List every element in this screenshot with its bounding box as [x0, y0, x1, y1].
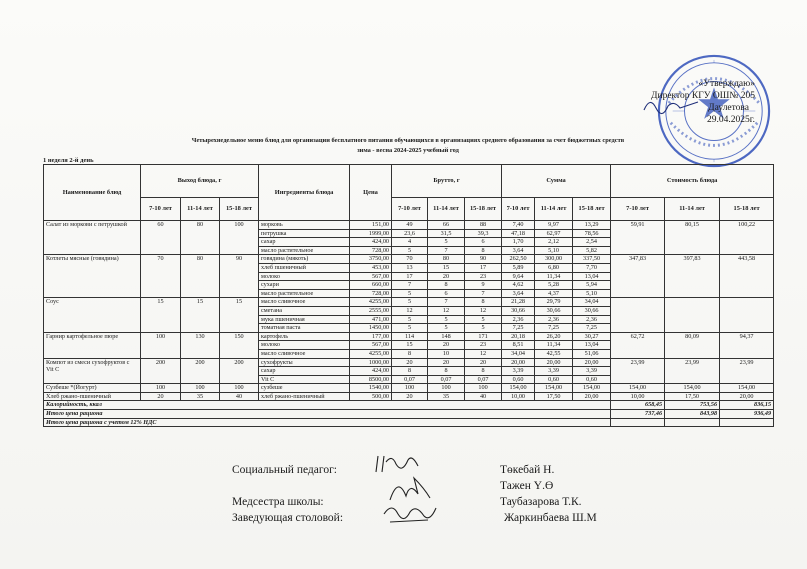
- dish-name-cell: Сузбеше *(Йогурт): [44, 384, 141, 393]
- sum-cell: 20,00: [535, 358, 573, 367]
- header-age: 7-10 лет: [392, 198, 428, 221]
- brutto-cell: 8: [392, 367, 428, 376]
- price-cell: 728,00: [350, 289, 392, 298]
- dish-cost-cell: 100,22: [720, 221, 774, 255]
- price-cell: 471,00: [350, 315, 392, 324]
- price-cell: 500,00: [350, 392, 392, 401]
- totals-value: [720, 418, 774, 427]
- output-cell: 100: [141, 332, 181, 358]
- sum-cell: 26,20: [535, 332, 573, 341]
- price-cell: 1540,00: [350, 384, 392, 393]
- sum-cell: 30,66: [502, 306, 535, 315]
- totals-value: 753,56: [665, 401, 720, 410]
- title-line-2: зима - весна 2024-2025 учебный год: [357, 147, 459, 154]
- brutto-cell: 5: [465, 324, 502, 333]
- approval-line-2: Директор КГУ ОШ№ 205: [651, 91, 755, 101]
- brutto-cell: 5: [392, 324, 428, 333]
- sum-cell: 3,39: [573, 367, 611, 376]
- brutto-cell: 40: [465, 392, 502, 401]
- price-cell: 453,00: [350, 263, 392, 272]
- header-age: 7-10 лет: [611, 198, 665, 221]
- brutto-cell: 7: [465, 289, 502, 298]
- dish-cost-cell: 10,00: [611, 392, 665, 401]
- header-age: 15-18 лет: [220, 198, 259, 221]
- ingredient-cell: сахар: [259, 367, 350, 376]
- price-cell: 177,00: [350, 332, 392, 341]
- brutto-cell: 5: [392, 315, 428, 324]
- header-age: 15-18 лет: [573, 198, 611, 221]
- sum-cell: 78,56: [573, 229, 611, 238]
- price-cell: 424,00: [350, 238, 392, 247]
- sum-cell: 62,97: [535, 229, 573, 238]
- brutto-cell: 7: [392, 281, 428, 290]
- table-row: [44, 221, 774, 230]
- sum-cell: 17,50: [535, 392, 573, 401]
- price-cell: 567,00: [350, 272, 392, 281]
- sum-cell: 3,39: [535, 367, 573, 376]
- totals-value: 843,98: [665, 410, 720, 419]
- totals-label: Калорийность, ккал: [44, 401, 611, 410]
- brutto-cell: 8: [465, 367, 502, 376]
- dish-cost-cell: 23,99: [720, 358, 774, 384]
- brutto-cell: 9: [465, 281, 502, 290]
- ingredient-cell: молоко: [259, 341, 350, 350]
- ingredient-cell: морковь: [259, 221, 350, 230]
- social-pedagogue-name-2: Тажен Ү.Ө: [500, 480, 554, 492]
- price-cell: 1999,00: [350, 229, 392, 238]
- sum-cell: 0,60: [535, 375, 573, 384]
- sum-cell: 9,64: [502, 272, 535, 281]
- brutto-cell: 12: [465, 349, 502, 358]
- sum-cell: 3,39: [502, 367, 535, 376]
- brutto-cell: 31,5: [428, 229, 465, 238]
- dish-cost-cell: [720, 298, 774, 332]
- brutto-cell: 80: [428, 255, 465, 264]
- table-row: [44, 392, 774, 401]
- brutto-cell: 23: [465, 272, 502, 281]
- sum-cell: 30,66: [573, 306, 611, 315]
- sum-cell: 7,40: [502, 221, 535, 230]
- sum-cell: 7,25: [535, 324, 573, 333]
- totals-row: [44, 410, 774, 419]
- brutto-cell: 4: [392, 238, 428, 247]
- sum-cell: 6,80: [535, 263, 573, 272]
- dish-name-cell: Компот из смеси сухофруктов с Vit C: [44, 358, 141, 384]
- table-row: [44, 298, 774, 307]
- dish-cost-cell: 80,15: [665, 221, 720, 255]
- brutto-cell: 12: [465, 306, 502, 315]
- header-age: 7-10 лет: [141, 198, 181, 221]
- output-cell: 70: [141, 255, 181, 298]
- brutto-cell: 15: [392, 341, 428, 350]
- price-cell: 8500,00: [350, 375, 392, 384]
- brutto-cell: 35: [428, 392, 465, 401]
- price-cell: 1450,00: [350, 324, 392, 333]
- sum-cell: 337,50: [573, 255, 611, 264]
- ingredient-cell: сузбеше: [259, 384, 350, 393]
- totals-value: [611, 418, 665, 427]
- output-cell: 100: [220, 221, 259, 255]
- header-sum: Сумма: [502, 165, 611, 198]
- brutto-cell: 100: [428, 384, 465, 393]
- dish-name-cell: Котлеты мясные (говядина): [44, 255, 141, 298]
- brutto-cell: 5: [465, 315, 502, 324]
- brutto-cell: 15: [428, 263, 465, 272]
- header-age: 11-14 лет: [535, 198, 573, 221]
- sum-cell: 0,60: [502, 375, 535, 384]
- sum-cell: 20,00: [573, 358, 611, 367]
- totals-label: Итого цена рациона с учетом 12% НДС: [44, 418, 611, 427]
- brutto-cell: 5: [428, 324, 465, 333]
- approval-line-1: «Утверждаю»: [698, 79, 755, 89]
- header-price: Цена: [350, 165, 392, 221]
- totals-value: 737,46: [611, 410, 665, 419]
- output-cell: 35: [181, 392, 220, 401]
- dish-name-cell: Хлеб ржано-пшеничный: [44, 392, 141, 401]
- brutto-cell: 70: [392, 255, 428, 264]
- ingredient-cell: хлеб пшеничный: [259, 263, 350, 272]
- dish-cost-cell: 62,72: [611, 332, 665, 358]
- output-cell: 15: [141, 298, 181, 332]
- totals-row: [44, 418, 774, 427]
- brutto-cell: 7: [428, 298, 465, 307]
- table-row: [44, 384, 774, 393]
- header-output: Выход блюда, г: [141, 165, 259, 198]
- ingredient-cell: масло сливочное: [259, 298, 350, 307]
- ingredient-cell: сметана: [259, 306, 350, 315]
- price-cell: 3750,00: [350, 255, 392, 264]
- sum-cell: 4,37: [535, 289, 573, 298]
- brutto-cell: 5: [428, 238, 465, 247]
- brutto-cell: 20: [392, 392, 428, 401]
- price-cell: 660,00: [350, 281, 392, 290]
- price-cell: 728,00: [350, 246, 392, 255]
- sum-cell: 34,04: [502, 349, 535, 358]
- approval-line-4: 29.04.2025г.: [707, 115, 755, 125]
- ingredient-cell: говядина (мякоть): [259, 255, 350, 264]
- sum-cell: 34,04: [573, 298, 611, 307]
- ingredient-cell: картофель: [259, 332, 350, 341]
- sum-cell: 42,55: [535, 349, 573, 358]
- brutto-cell: 10: [428, 349, 465, 358]
- ingredient-cell: сухари: [259, 281, 350, 290]
- dish-name-cell: Салат из моркови с петрушкой: [44, 221, 141, 255]
- nurse-name: Таубазарова Т.К.: [500, 496, 582, 508]
- totals-value: [665, 418, 720, 427]
- sum-cell: 0,60: [573, 375, 611, 384]
- output-cell: 100: [220, 384, 259, 393]
- title-line-1: Четырехнедельное меню блюд для организации бесплатного питания обучающихся в организациях среднего образования за счет бюджетных средств: [191, 137, 625, 144]
- brutto-cell: 20: [428, 358, 465, 367]
- sum-cell: 300,00: [535, 255, 573, 264]
- sum-cell: 20,00: [502, 358, 535, 367]
- output-cell: 90: [220, 255, 259, 298]
- header-cost: Стоимость блюда: [611, 165, 774, 198]
- brutto-cell: 39,3: [465, 229, 502, 238]
- dish-cost-cell: 347,83: [611, 255, 665, 298]
- sum-cell: 5,28: [535, 281, 573, 290]
- brutto-cell: 0,07: [392, 375, 428, 384]
- brutto-cell: 171: [465, 332, 502, 341]
- price-cell: 567,00: [350, 341, 392, 350]
- dish-cost-cell: 94,37: [720, 332, 774, 358]
- social-pedagogue-signature: [372, 452, 424, 476]
- table-row: [44, 358, 774, 367]
- sum-cell: 5,89: [502, 263, 535, 272]
- brutto-cell: 0,07: [428, 375, 465, 384]
- ingredient-cell: мука пшеничная: [259, 315, 350, 324]
- dish-cost-cell: 20,00: [720, 392, 774, 401]
- dish-cost-cell: 154,00: [665, 384, 720, 393]
- brutto-cell: 8: [465, 298, 502, 307]
- sum-cell: 21,28: [502, 298, 535, 307]
- ingredient-cell: сухофрукты: [259, 358, 350, 367]
- price-cell: 1000,00: [350, 358, 392, 367]
- sum-cell: 30,66: [535, 306, 573, 315]
- header-brutto: Брутто, г: [392, 165, 502, 198]
- sum-cell: 7,70: [573, 263, 611, 272]
- sum-cell: 3,64: [502, 289, 535, 298]
- header-age: 11-14 лет: [665, 198, 720, 221]
- sum-cell: 29,79: [535, 298, 573, 307]
- brutto-cell: 20: [428, 272, 465, 281]
- header-age: 15-18 лет: [465, 198, 502, 221]
- brutto-cell: 0,07: [465, 375, 502, 384]
- brutto-cell: 23,6: [392, 229, 428, 238]
- ingredient-cell: сахар: [259, 238, 350, 247]
- dish-cost-cell: 59,91: [611, 221, 665, 255]
- brutto-cell: 8: [428, 367, 465, 376]
- brutto-cell: 20: [428, 341, 465, 350]
- brutto-cell: 5: [428, 315, 465, 324]
- ingredient-cell: масло сливочное: [259, 349, 350, 358]
- totals-value: 658,45: [611, 401, 665, 410]
- brutto-cell: 49: [392, 221, 428, 230]
- output-cell: 80: [181, 255, 220, 298]
- sum-cell: 4,62: [502, 281, 535, 290]
- brutto-cell: 66: [428, 221, 465, 230]
- ingredient-cell: петрушка: [259, 229, 350, 238]
- totals-value: 836,15: [720, 401, 774, 410]
- sum-cell: 262,50: [502, 255, 535, 264]
- sum-cell: 154,00: [535, 384, 573, 393]
- sum-cell: 30,27: [573, 332, 611, 341]
- dish-cost-cell: 397,83: [665, 255, 720, 298]
- output-cell: 200: [181, 358, 220, 384]
- sum-cell: 2,54: [573, 238, 611, 247]
- dish-cost-cell: 154,00: [611, 384, 665, 393]
- brutto-cell: 17: [392, 272, 428, 281]
- brutto-cell: 20: [465, 358, 502, 367]
- week-label: 1 неделя 2-й день: [43, 157, 94, 164]
- brutto-cell: 23: [465, 341, 502, 350]
- brutto-cell: 8: [392, 349, 428, 358]
- sum-cell: 11,34: [535, 272, 573, 281]
- brutto-cell: 148: [428, 332, 465, 341]
- sum-cell: 9,97: [535, 221, 573, 230]
- sum-cell: 20,18: [502, 332, 535, 341]
- dish-cost-cell: [665, 298, 720, 332]
- brutto-cell: 7: [428, 246, 465, 255]
- sum-cell: 154,00: [573, 384, 611, 393]
- sum-cell: 5,94: [573, 281, 611, 290]
- dish-name-cell: Соус: [44, 298, 141, 332]
- header-age: 11-14 лет: [428, 198, 465, 221]
- brutto-cell: 8: [465, 246, 502, 255]
- approval-line-3: Даулетова: [708, 103, 749, 113]
- totals-label: Итого цена рациона: [44, 410, 611, 419]
- brutto-cell: 5: [392, 289, 428, 298]
- brutto-cell: 13: [392, 263, 428, 272]
- price-cell: 151,00: [350, 221, 392, 230]
- price-cell: 424,00: [350, 367, 392, 376]
- sum-cell: 2,36: [502, 315, 535, 324]
- sum-cell: 47,18: [502, 229, 535, 238]
- dish-cost-cell: 23,99: [665, 358, 720, 384]
- brutto-cell: 6: [465, 238, 502, 247]
- social-pedagogue-name-1: Төкебай Н.: [500, 464, 555, 476]
- dish-cost-cell: [611, 298, 665, 332]
- sum-cell: 11,34: [535, 341, 573, 350]
- brutto-cell: 100: [465, 384, 502, 393]
- canteen-head-name: Жаркинбаева Ш.М: [504, 512, 597, 524]
- output-cell: 20: [141, 392, 181, 401]
- sum-cell: 1,70: [502, 238, 535, 247]
- sum-cell: 2,12: [535, 238, 573, 247]
- dish-cost-cell: 23,99: [611, 358, 665, 384]
- output-cell: 60: [141, 221, 181, 255]
- dish-cost-cell: 80,09: [665, 332, 720, 358]
- sum-cell: 154,00: [502, 384, 535, 393]
- price-cell: 4255,00: [350, 298, 392, 307]
- output-cell: 40: [220, 392, 259, 401]
- menu-table: [43, 164, 774, 427]
- brutto-cell: 12: [392, 306, 428, 315]
- output-cell: 100: [181, 384, 220, 393]
- brutto-cell: 6: [428, 289, 465, 298]
- sum-cell: 3,64: [502, 246, 535, 255]
- totals-row: [44, 401, 774, 410]
- sum-cell: 20,00: [573, 392, 611, 401]
- brutto-cell: 8: [428, 281, 465, 290]
- sum-cell: 8,51: [502, 341, 535, 350]
- totals-value: 936,49: [720, 410, 774, 419]
- dish-cost-cell: 17,50: [665, 392, 720, 401]
- output-cell: 100: [141, 384, 181, 393]
- brutto-cell: 20: [392, 358, 428, 367]
- output-cell: 130: [181, 332, 220, 358]
- sum-cell: 51,06: [573, 349, 611, 358]
- sum-cell: 10,00: [502, 392, 535, 401]
- output-cell: 150: [220, 332, 259, 358]
- sum-cell: 5,10: [535, 246, 573, 255]
- table-row: [44, 332, 774, 341]
- canteen-head-signature: [380, 500, 438, 526]
- output-cell: 200: [220, 358, 259, 384]
- sum-cell: 5,10: [573, 289, 611, 298]
- sum-cell: 7,25: [502, 324, 535, 333]
- output-cell: 200: [141, 358, 181, 384]
- social-pedagogue-label: Социальный педагог:: [232, 464, 337, 476]
- sum-cell: 13,29: [573, 221, 611, 230]
- header-dish: Наименование блюд: [44, 165, 141, 221]
- brutto-cell: 5: [392, 246, 428, 255]
- header-age: 15-18 лет: [720, 198, 774, 221]
- sum-cell: 2,36: [573, 315, 611, 324]
- ingredient-cell: молоко: [259, 272, 350, 281]
- output-cell: 80: [181, 221, 220, 255]
- brutto-cell: 88: [465, 221, 502, 230]
- nurse-label: Медсестра школы:: [232, 496, 324, 508]
- price-cell: 2555,00: [350, 306, 392, 315]
- sum-cell: 13,04: [573, 341, 611, 350]
- dish-cost-cell: 443,58: [720, 255, 774, 298]
- director-signature: [640, 92, 710, 118]
- output-cell: 15: [220, 298, 259, 332]
- document-title: [43, 136, 773, 156]
- brutto-cell: 5: [392, 298, 428, 307]
- brutto-cell: 17: [465, 263, 502, 272]
- ingredient-cell: масло растительное: [259, 246, 350, 255]
- price-cell: 4255,00: [350, 349, 392, 358]
- sum-cell: 13,04: [573, 272, 611, 281]
- header-age: 11-14 лет: [181, 198, 220, 221]
- header-age: 7-10 лет: [502, 198, 535, 221]
- canteen-head-label: Заведующая столовой:: [232, 512, 344, 524]
- brutto-cell: 12: [428, 306, 465, 315]
- header-ingredients: Ингредиенты блюда: [259, 165, 350, 221]
- sum-cell: 5,82: [573, 246, 611, 255]
- dish-name-cell: Гарнир картофельное пюре: [44, 332, 141, 358]
- menu-body: [44, 221, 774, 427]
- dish-cost-cell: 154,00: [720, 384, 774, 393]
- brutto-cell: 90: [465, 255, 502, 264]
- brutto-cell: 100: [392, 384, 428, 393]
- output-cell: 15: [181, 298, 220, 332]
- ingredient-cell: Vit C: [259, 375, 350, 384]
- sum-cell: 2,36: [535, 315, 573, 324]
- brutto-cell: 114: [392, 332, 428, 341]
- table-row: [44, 255, 774, 264]
- ingredient-cell: хлеб ржано-пшеничный: [259, 392, 350, 401]
- ingredient-cell: масло растительное: [259, 289, 350, 298]
- ingredient-cell: томатная паста: [259, 324, 350, 333]
- sum-cell: 7,25: [573, 324, 611, 333]
